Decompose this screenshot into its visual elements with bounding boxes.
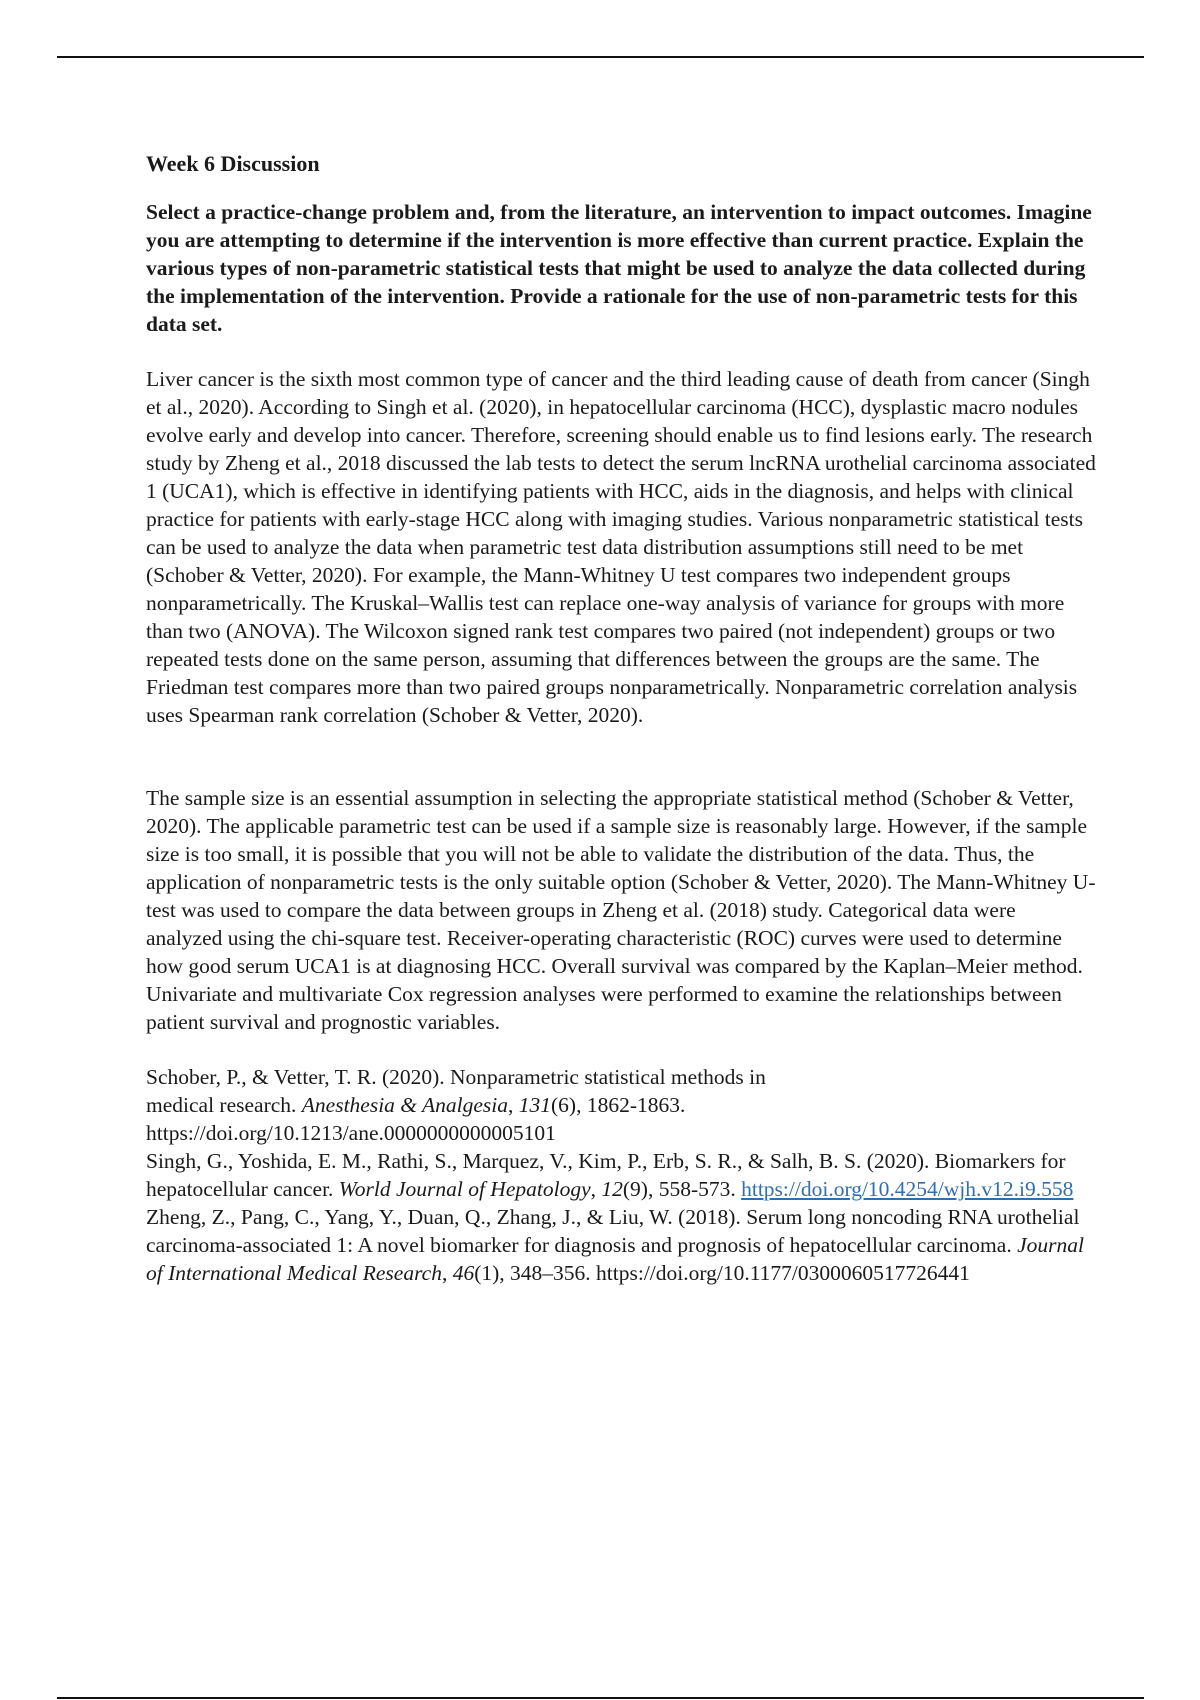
reference-journal: World Journal of Hepatology: [338, 1177, 591, 1201]
document-title: Week 6 Discussion: [146, 151, 320, 176]
reference-doi: https://doi.org/10.1213/ane.0000000000005101: [146, 1121, 556, 1145]
reference-text: (6), 1862-1863.: [551, 1093, 686, 1117]
reference-zheng: [146, 1203, 1096, 1287]
reference-volume: 12: [601, 1177, 623, 1201]
document-page: [146, 150, 1096, 1287]
reference-text: medical research.: [146, 1093, 302, 1117]
reference-text: ,: [590, 1177, 602, 1201]
reference-text: Zheng, Z., Pang, C., Yang, Y., Duan, Q., Zhang, J., & Liu, W. (2018). Serum long noncoding RNA urothelial carcinoma-associated 1: A novel biomarker for diagnosis and prognosis of hepatocellular carcinoma.: [146, 1205, 1080, 1257]
reference-doi: https://doi.org/10.1177/0300060517726441: [596, 1261, 970, 1285]
reference-text: (9), 558-573.: [622, 1177, 742, 1201]
references-list: [146, 1063, 1096, 1287]
reference-volume: 46: [452, 1261, 475, 1285]
body-paragraph-1: Liver cancer is the sixth most common type of cancer and the third leading cause of death from cancer (Singh et al., 2020). According to Singh et al. (2020), in hepatocellular carcinoma (HCC), dysplastic macro nodules evolve early and develop into cancer. Therefore, screening should enable us to find lesions early. The research study by Zheng et al., 2018 discussed the lab tests to detect the serum lncRNA urothelial carcinoma associated 1 (UCA1), which is effective in identifying patients with HCC, aids in the diagnosis, and helps with clinical practice for patients with early-stage HCC along with imaging studies. Various nonparametric statistical tests can be used to analyze the data when parametric test data distribution assumptions still need to be met (Schober & Vetter, 2020). For example, the Mann-Whitney U test compares two independent groups nonparametrically. The Kruskal–Wallis test can replace one-way analysis of variance for groups with more than two (ANOVA). The Wilcoxon signed rank test compares two paired (not independent) groups or two repeated tests done on the same person, assuming that differences between the groups are the same. The Friedman test compares more than two paired groups nonparametrically. Nonparametric correlation analysis uses Spearman rank correlation (Schober & Vetter, 2020).: [146, 367, 1096, 727]
reference-text: Singh, G., Yoshida, E. M., Rathi, S., Marquez, V., Kim, P., Erb, S. R., & Salh, B. S. (2020). Biomarkers for hepatocellular cancer.: [146, 1149, 1066, 1201]
reference-text: (1), 348–356.: [474, 1261, 597, 1285]
reference-singh: [146, 1147, 1096, 1203]
reference-journal: Journal of International Medical Research: [146, 1233, 1084, 1285]
bottom-rule: [57, 1697, 1144, 1699]
body-paragraph-2: The sample size is an essential assumption in selecting the appropriate statistical method (Schober & Vetter, 2020). The applicable parametric test can be used if a sample size is reasonably large. However, if the sample size is too small, it is possible that you will not be able to validate the distribution of the data. Thus, the application of nonparametric tests is the only suitable option (Schober & Vetter, 2020). The Mann-Whitney U-test was used to compare the data between groups in Zheng et al. (2018) study. Categorical data were analyzed using the chi-square test. Receiver-operating characteristic (ROC) curves were used to determine how good serum UCA1 is at diagnosing HCC. Overall survival was compared by the Kaplan–Meier method. Univariate and multivariate Cox regression analyses were performed to examine the relationships between patient survival and prognostic variables.: [146, 786, 1096, 1034]
reference-text: Schober, P., & Vetter, T. R. (2020). Nonparametric statistical methods in: [146, 1065, 766, 1089]
top-rule: [57, 56, 1144, 58]
reference-text: ,: [508, 1093, 519, 1117]
reference-doi-link[interactable]: https://doi.org/10.4254/wjh.v12.i9.558: [741, 1177, 1074, 1201]
reference-volume: 131: [518, 1093, 552, 1117]
reference-schober: [146, 1063, 1096, 1147]
reference-journal: Anesthesia & Analgesia: [301, 1093, 509, 1117]
discussion-prompt: Select a practice-change problem and, from the literature, an intervention to impact outcomes. Imagine you are attempting to determine if the intervention is more effective than current practice. Explain the various types of non-parametric statistical tests that might be used to analyze the data collected during the implementation of the intervention. Provide a rationale for the use of non-parametric tests for this data set.: [146, 200, 1092, 336]
reference-text: ,: [441, 1261, 453, 1285]
